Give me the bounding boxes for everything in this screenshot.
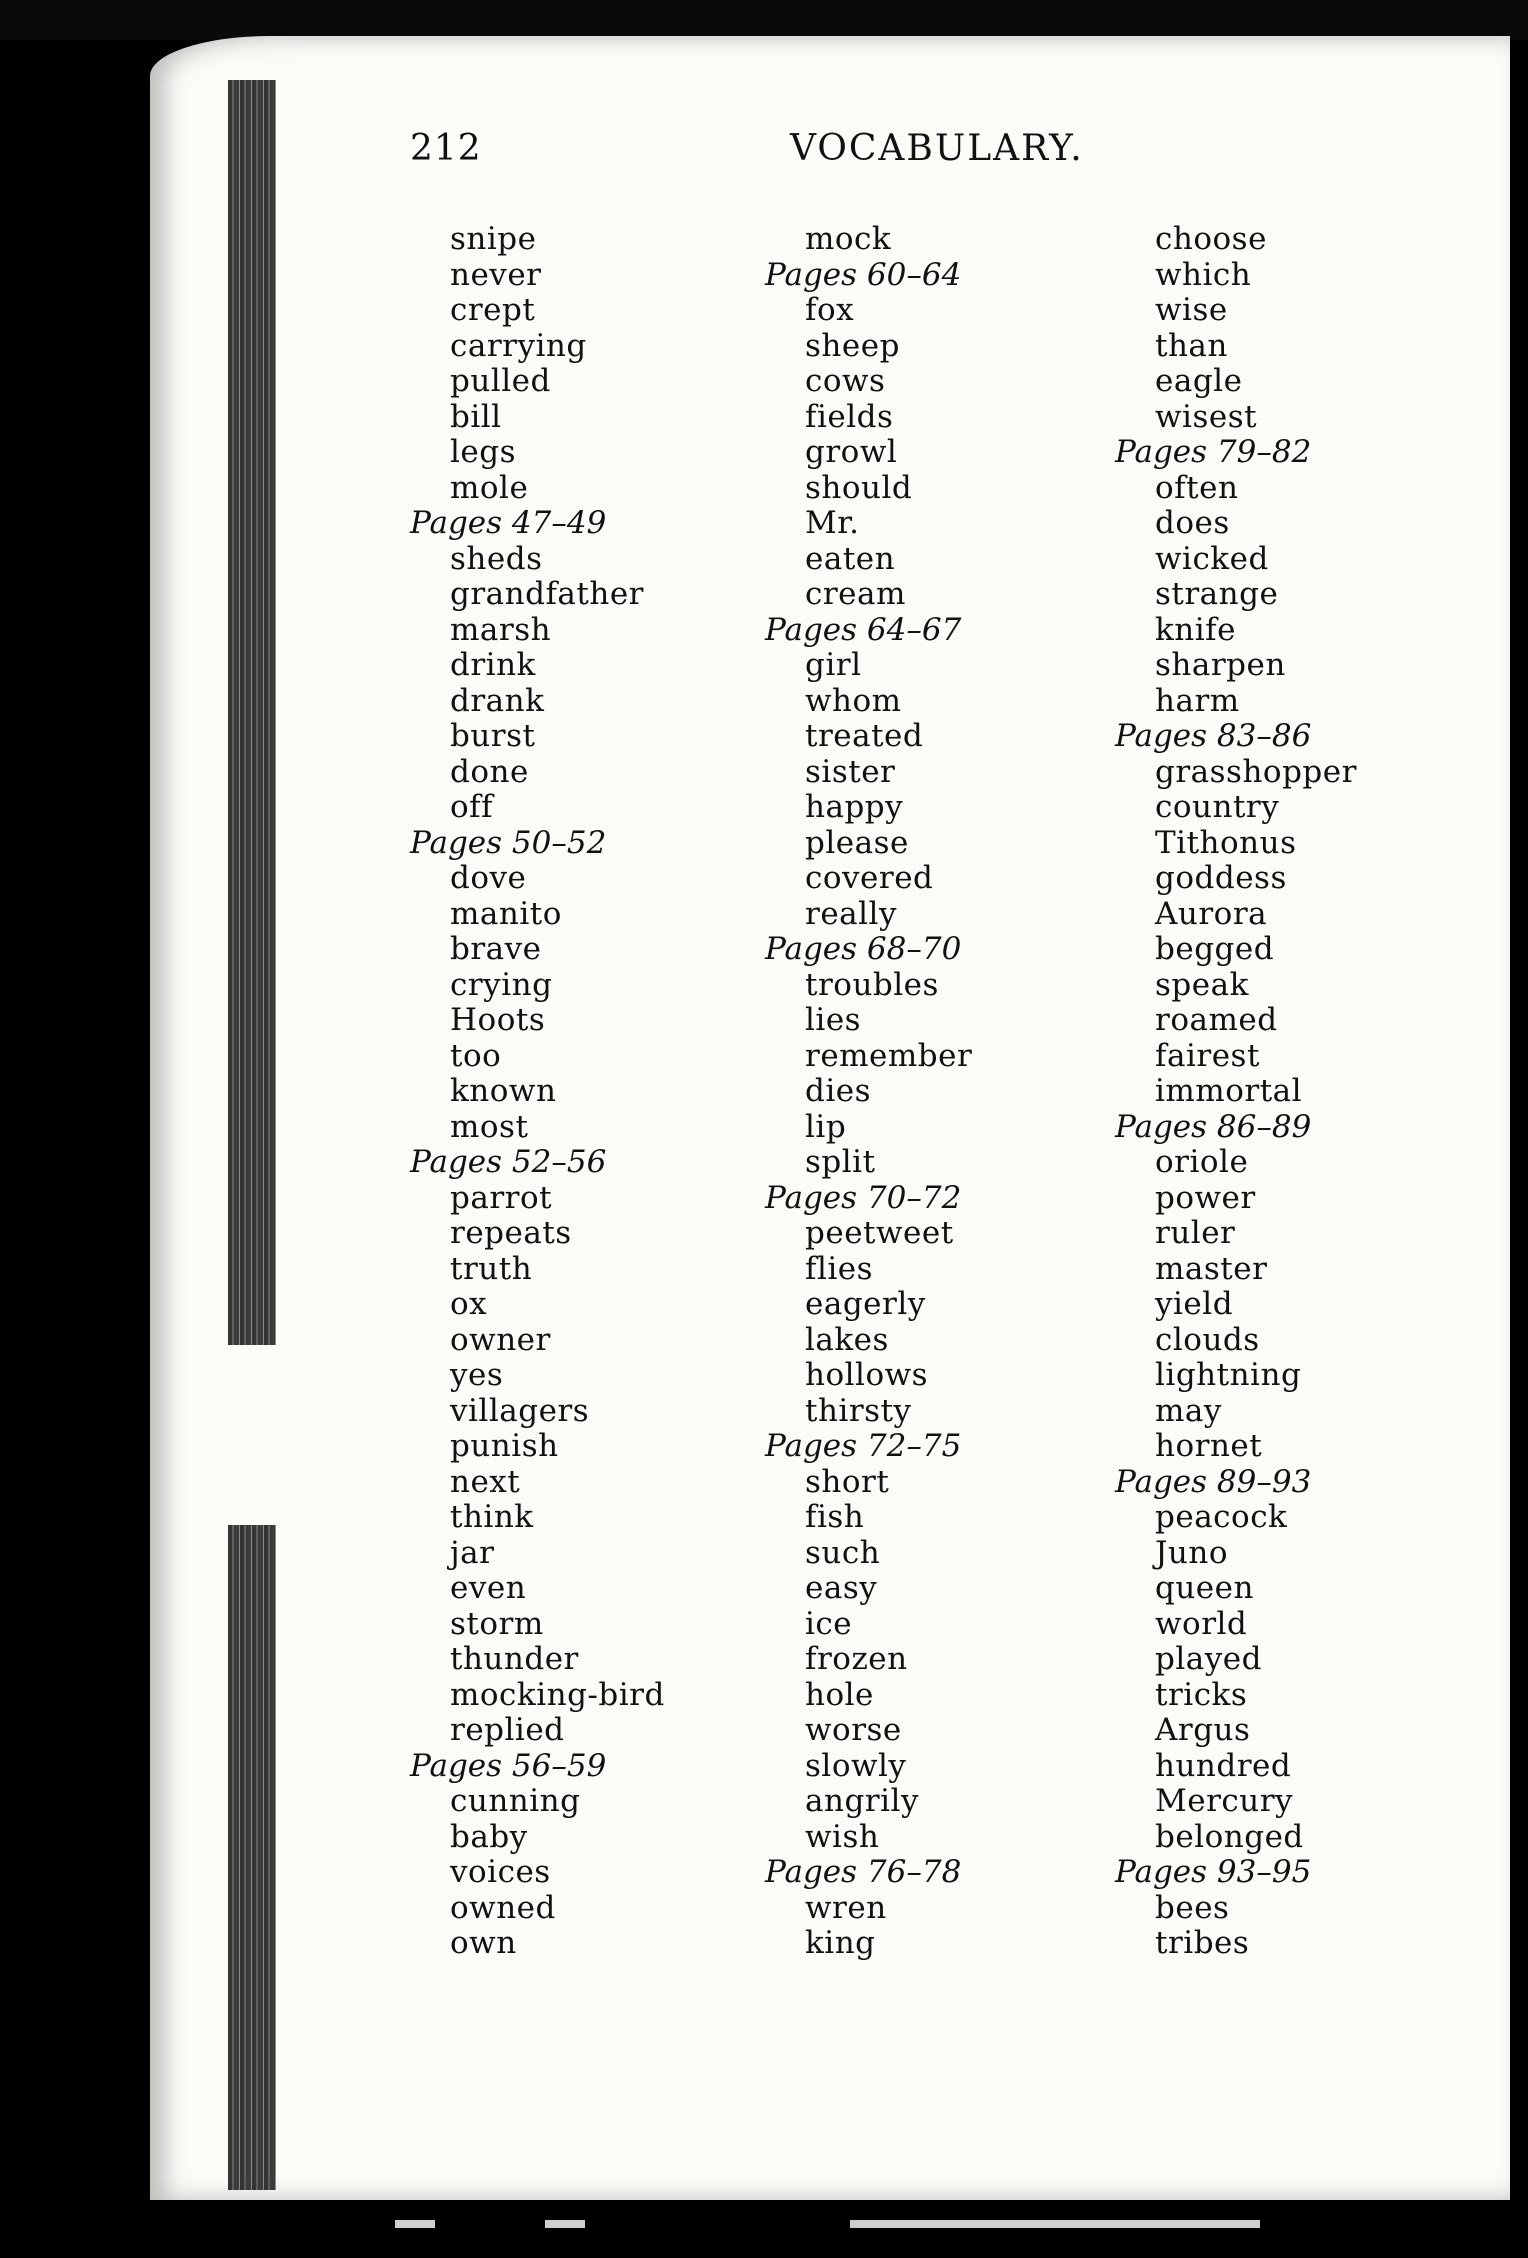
vocabulary-word: legs — [450, 434, 517, 470]
vocabulary-word: punish — [450, 1428, 559, 1464]
vocabulary-word: cream — [805, 576, 906, 612]
vocabulary-word: queen — [1155, 1570, 1254, 1606]
vocabulary-word: wren — [805, 1889, 887, 1926]
vocabulary-word: tricks — [1155, 1676, 1248, 1713]
vocabulary-word: oriole — [1155, 1144, 1249, 1180]
vocabulary-word: does — [1155, 505, 1230, 541]
scan-edge-top — [0, 0, 1528, 40]
scan-artifact — [850, 2220, 1260, 2228]
page-range-heading: Pages 72–75 — [765, 1428, 962, 1464]
vocabulary-word: Juno — [1155, 1534, 1229, 1571]
vocabulary-word: fox — [805, 292, 855, 328]
page-range-heading: Pages 93–95 — [1115, 1854, 1312, 1890]
vocabulary-word: snipe — [450, 221, 537, 257]
vocabulary-word: villagers — [450, 1392, 590, 1429]
vocabulary-word: fairest — [1155, 1037, 1260, 1074]
vocabulary-column-1 — [410, 222, 790, 1962]
vocabulary-word: manito — [450, 895, 562, 932]
vocabulary-word: cows — [805, 363, 886, 399]
vocabulary-word: flies — [805, 1250, 874, 1287]
vocabulary-word: Tithonus — [1155, 824, 1297, 861]
page-number: 212 — [410, 128, 482, 169]
vocabulary-word: whom — [805, 682, 902, 719]
vocabulary-word: dove — [450, 860, 527, 896]
vocabulary-word: pulled — [450, 363, 551, 399]
vocabulary-word: happy — [805, 789, 904, 825]
vocabulary-word: eagle — [1155, 363, 1243, 399]
vocabulary-word: wicked — [1155, 540, 1269, 577]
vocabulary-word: country — [1155, 789, 1280, 825]
vocabulary-word: owned — [450, 1889, 556, 1926]
vocabulary-word: think — [450, 1499, 534, 1535]
vocabulary-word: may — [1155, 1392, 1222, 1429]
page-range-heading: Pages 52–56 — [410, 1144, 607, 1180]
vocabulary-word: thunder — [450, 1641, 579, 1677]
page-range-heading: Pages 60–64 — [765, 256, 962, 293]
vocabulary-word: bill — [450, 398, 502, 435]
vocabulary-word: master — [1155, 1250, 1268, 1287]
vocabulary-word: covered — [805, 860, 934, 896]
vocabulary-word: ice — [805, 1605, 853, 1642]
vocabulary-word: hundred — [1155, 1747, 1292, 1784]
vocabulary-word: fields — [805, 398, 894, 435]
vocabulary-word: too — [450, 1037, 502, 1074]
page-range-heading: Pages 64–67 — [765, 611, 962, 648]
vocabulary-word: immortal — [1155, 1073, 1303, 1109]
book-binding — [228, 80, 276, 2190]
vocabulary-word: easy — [805, 1570, 878, 1606]
vocabulary-word: mole — [450, 469, 529, 506]
vocabulary-word: angrily — [805, 1783, 919, 1819]
vocabulary-word: should — [805, 469, 913, 506]
page-range-heading: Pages 56–59 — [410, 1747, 607, 1784]
page-range-heading: Pages 83–86 — [1115, 718, 1312, 754]
vocabulary-word: wish — [805, 1818, 880, 1855]
vocabulary-word: dies — [805, 1073, 872, 1109]
vocabulary-word: king — [805, 1925, 876, 1961]
vocabulary-word: crept — [450, 292, 536, 328]
vocabulary-word: even — [450, 1570, 527, 1606]
vocabulary-word: begged — [1155, 931, 1275, 967]
scan-edge-bottom — [0, 2200, 1528, 2258]
vocabulary-word: jar — [450, 1534, 495, 1571]
vocabulary-word: grandfather — [450, 576, 644, 612]
vocabulary-word: knife — [1155, 611, 1236, 648]
vocabulary-word: wisest — [1155, 398, 1258, 435]
vocabulary-word: choose — [1155, 221, 1267, 257]
vocabulary-word: such — [805, 1534, 881, 1571]
running-head: VOCABULARY. — [790, 128, 1084, 169]
vocabulary-word: treated — [805, 718, 924, 754]
page-range-heading: Pages 68–70 — [765, 931, 962, 967]
vocabulary-word: split — [805, 1144, 876, 1180]
vocabulary-word: voices — [450, 1854, 551, 1890]
vocabulary-word: drank — [450, 682, 545, 719]
vocabulary-word: Hoots — [450, 1002, 546, 1038]
vocabulary-word: which — [1155, 256, 1252, 293]
vocabulary-word: lakes — [805, 1321, 889, 1358]
vocabulary-word: lightning — [1155, 1357, 1302, 1393]
vocabulary-word: world — [1155, 1605, 1248, 1642]
vocabulary-word: eagerly — [805, 1286, 926, 1322]
vocabulary-word: short — [805, 1463, 890, 1500]
page-range-heading: Pages 70–72 — [765, 1179, 962, 1216]
vocabulary-word: growl — [805, 434, 898, 470]
vocabulary-word: replied — [450, 1712, 565, 1748]
vocabulary-word: bees — [1155, 1889, 1230, 1926]
vocabulary-word: strange — [1155, 576, 1279, 612]
vocabulary-word: played — [1155, 1641, 1262, 1677]
vocabulary-word: lip — [805, 1108, 847, 1145]
vocabulary-word: own — [450, 1925, 517, 1961]
vocabulary-column-2 — [765, 222, 1145, 1962]
vocabulary-word: owner — [450, 1321, 551, 1358]
vocabulary-word: remember — [805, 1037, 973, 1074]
vocabulary-word: clouds — [1155, 1321, 1260, 1358]
scan-artifact — [545, 2220, 585, 2228]
vocabulary-word: Aurora — [1155, 895, 1268, 932]
vocabulary-word: parrot — [450, 1179, 553, 1216]
vocabulary-word: next — [450, 1463, 521, 1500]
binding-gap — [228, 1345, 276, 1525]
vocabulary-word: harm — [1155, 682, 1240, 719]
vocabulary-word: done — [450, 753, 529, 790]
vocabulary-word: yield — [1155, 1286, 1234, 1322]
vocabulary-word: baby — [450, 1818, 528, 1855]
vocabulary-word: sharpen — [1155, 647, 1286, 683]
vocabulary-word: slowly — [805, 1747, 907, 1784]
page-range-heading: Pages 79–82 — [1115, 434, 1312, 470]
vocabulary-word: often — [1155, 469, 1239, 506]
vocabulary-word: belonged — [1155, 1818, 1304, 1855]
page-range-heading: Pages 76–78 — [765, 1854, 962, 1890]
vocabulary-word: burst — [450, 718, 536, 754]
page-range-heading: Pages 47–49 — [410, 505, 607, 541]
vocabulary-word: roamed — [1155, 1002, 1278, 1038]
vocabulary-word: wise — [1155, 292, 1228, 328]
vocabulary-word: repeats — [450, 1215, 572, 1251]
vocabulary-word: peacock — [1155, 1499, 1288, 1535]
vocabulary-word: most — [450, 1108, 529, 1145]
vocabulary-word: marsh — [450, 611, 552, 648]
vocabulary-word: ruler — [1155, 1215, 1236, 1251]
vocabulary-word: off — [450, 789, 494, 825]
vocabulary-word: peetweet — [805, 1215, 954, 1251]
vocabulary-column-3 — [1115, 222, 1495, 1962]
vocabulary-word: carrying — [450, 327, 587, 364]
vocabulary-word: worse — [805, 1712, 902, 1748]
vocabulary-word: sister — [805, 753, 896, 790]
vocabulary-word: sheep — [805, 327, 900, 364]
vocabulary-word: lies — [805, 1002, 862, 1038]
page-header — [0, 128, 1528, 178]
vocabulary-word: frozen — [805, 1641, 908, 1677]
vocabulary-word: mock — [805, 221, 892, 257]
vocabulary-word: never — [450, 256, 542, 293]
vocabulary-word: Mr. — [805, 505, 860, 541]
vocabulary-word: power — [1155, 1179, 1256, 1216]
page-range-heading: Pages 86–89 — [1115, 1108, 1312, 1145]
vocabulary-word: known — [450, 1073, 557, 1109]
vocabulary-word: really — [805, 895, 897, 932]
vocabulary-word: Mercury — [1155, 1783, 1294, 1819]
page-range-heading: Pages 89–93 — [1115, 1463, 1312, 1500]
vocabulary-word: speak — [1155, 966, 1249, 1003]
vocabulary-word: grasshopper — [1155, 753, 1357, 790]
vocabulary-word: than — [1155, 327, 1228, 364]
vocabulary-word: please — [805, 824, 909, 861]
vocabulary-word: Argus — [1155, 1712, 1251, 1748]
vocabulary-word: truth — [450, 1250, 533, 1287]
vocabulary-word: hornet — [1155, 1428, 1263, 1464]
vocabulary-word: thirsty — [805, 1392, 912, 1429]
vocabulary-word: drink — [450, 647, 536, 683]
vocabulary-word: fish — [805, 1499, 865, 1535]
vocabulary-word: brave — [450, 931, 542, 967]
vocabulary-word: crying — [450, 966, 553, 1003]
vocabulary-word: cunning — [450, 1783, 581, 1819]
vocabulary-word: yes — [450, 1357, 504, 1393]
vocabulary-word: troubles — [805, 966, 939, 1003]
vocabulary-word: mocking-bird — [450, 1676, 665, 1713]
scan-artifact — [395, 2220, 435, 2228]
vocabulary-word: storm — [450, 1605, 544, 1642]
vocabulary-word: eaten — [805, 540, 896, 577]
vocabulary-word: tribes — [1155, 1925, 1250, 1961]
vocabulary-word: sheds — [450, 540, 543, 577]
vocabulary-word: goddess — [1155, 860, 1287, 896]
page-range-heading: Pages 50–52 — [410, 824, 607, 861]
vocabulary-word: ox — [450, 1286, 488, 1322]
vocabulary-word: hollows — [805, 1357, 929, 1393]
vocabulary-word: girl — [805, 647, 862, 683]
vocabulary-word: hole — [805, 1676, 874, 1713]
